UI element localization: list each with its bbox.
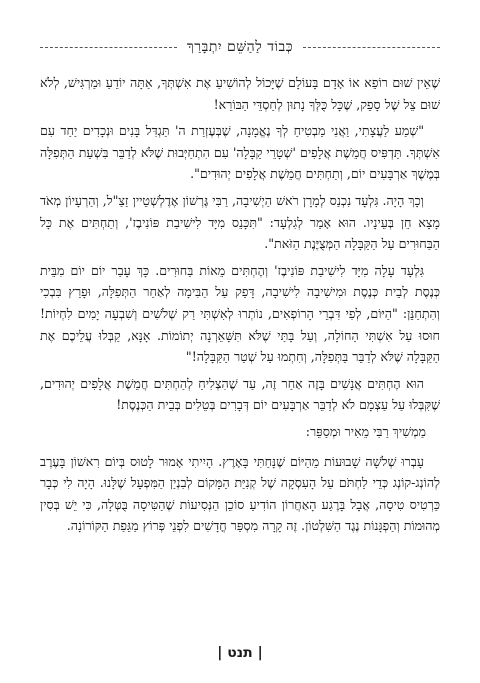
running-header — [40, 36, 440, 58]
paragraph: עָבְרוּ שְׁלֹשָׁה שָׁבוּעוֹת מֵהַיּוֹם שֶׁנָּחַתִּי בָּאָרֶץ. הָיִיתִי אָמוּר לָטוּס בְּיוֹם רִאשׁוֹן בָּעֶרֶב לְהוֹנְג-קוֹנְג כְּדֵי לַחְתֹּם עַל הָעִסְקָה שֶׁל קְנִיַּת הַמָּקוֹם לְבִנְיַן הַמִּפְעָל שֶׁלָּנוּ. הָיָה לִי כְּבָר כַּרְטִיס טִיסָה, אֲבָל בָּרֶגַע הָאַחֲרוֹן הוֹדִיעַ סוֹכֵן הַנְּסִיעוֹת שֶׁהַטִּיסָה בֻּטְּלָה, כִּי יֵשׁ בְּסִין מְהוּמוֹת וְהַפְגָּנוֹת נֶגֶד הַשִּׁלְטוֹן. זֶה קָרָה מִסְפַּר חֳדָשִׁים לִפְנֵי פְּרוֹץ מַגֵּפַת הַקּוֹרוֹנָה. — [40, 453, 440, 534]
header-rule-right — [303, 47, 440, 48]
header-rule-left — [40, 47, 177, 48]
paragraph: הוּא הֶחְתִּים אֲנָשִׁים בָּזֶה אַחַר זֶה, עַד שֶׁהִצְלִיחַ לְהַחְתִּים חֲמֵשֶׁת אֲלָפִים יְהוּדִים, שֶׁקִּבְּלוּ עַל עַצְמָם לֹא לְדַבֵּר אַרְבָּעִים יוֹם דְּבָרִים בְּטֵלִים בְּבֵית הַכְּנֶסֶת! — [40, 375, 440, 413]
page-number: | תנט | — [217, 645, 263, 661]
paragraph: שֶׁאֵין שׁוּם רוֹפֵא אוֹ אָדָם בָּעוֹלָם שֶׁיָּכוֹל לְהוֹשִׁיעַ אֶת אִשְׁתְּךָ, אַתָּה יוֹדֵעַ וּמַרְגִּישׁ, לְלֹא שׁוּם צֵל שֶׁל סָפֵק, שֶׁכָּל כֻּלְּךָ נָתוּן לְחַסְדֵּי הַבּוֹרֵא! — [40, 75, 440, 112]
body-text — [40, 72, 440, 542]
paragraph: "שְׁמַע לַעֲצָתִי, וַאֲנִי מַבְטִיחַ לְךָ נֶאֱמָנָה, שֶׁבְּעֶזְרַת ה' תַּגְדִּל בָּנִים וּנְכָדִים יַחַד עִם אִשְׁתְּךָ. תַּדְפִּיס חֲמֵשֶׁת אֲלָפִים 'שְׁטָרֵי קַבָּלָה' עִם הִתְחַיְּבוּת שֶׁלֹּא לְדַבֵּר בִּשְׁעַת הַתְּפִלָּה בְּמֶשֶׁךְ אַרְבָּעִים יוֹם, וְתַחְתִּים חֲמֵשֶׁת אֲלָפִים יְהוּדִים". — [40, 123, 440, 182]
section-lead: מַמְשִׁיךְ רַבִּי מֵאִיר וּמְסַפֵּר: — [305, 423, 426, 439]
paragraph: גִּלְעָד עָלָה מִיָּד לִישִׁיבַת פּוֹנִיבֶז' וְהֶחְתִּים מֵאוֹת בַּחוּרִים. כָּךְ עָבַר יוֹם יוֹם מִבֵּית כְּנֶסֶת לְבֵית כְּנֶסֶת וּמִישִׁיבָה לִישִׁיבָה, דָּפַק עַל הַבִּימָה לְאַחַר הַתְּפִלָּה, וּפָרַץ בִּבְכִי וְהִתְחַנֵּן: "הַיּוֹם, לְפִי דִּבְרֵי הָרוֹפְאִים, נוֹתְרוּ לְאִשְׁתִּי רַק שְׁלֹשִׁים וְשִׁבְעָה יָמִים לִחְיוֹת! חוּסוּ עַל אִשְׁתִּי הַחוֹלָה, וְעַל בָּתַּי שֶׁלֹּא תִּשָּׁאֵרְנָה יְתוֹמוֹת. אָנָּא, קַבְּלוּ עֲלֵיכֶם אֶת הַקַּבָּלָה שֶׁלֹּא לְדַבֵּר בַּתְּפִלָּה, וְחִתְמוּ עַל שְׁטַר הַקַּבָּלָה!" — [40, 262, 440, 365]
paragraph: וְכָךְ הָיָה. גִּלְעָד נִכְנַס לְמָרָן רֹאשׁ הַיְשִׁיבָה, רַבִּי גֶּרְשׁוֹן אֶדֶלְשְׁטֵיין זַצַ"ל, וְהַרְעָיוֹן מְאֹד מָצָא חֵן בְּעֵינָיו. הוּא אָמַר לְגִלְעָד: "תִּכָּנֵס מִיָּד לִישִׁיבַת פּוֹנִיבֶז', וְתַחְתִּים אֶת כָּל הַבַּחוּרִים עַל הַקַּבָּלָה הַמְּצֻיֶּנֶת הַזֹּאת". — [40, 192, 440, 252]
running-title: כְּבוֹד לַהַשֵּׁם יִתְבָּרַךְ — [186, 38, 294, 55]
